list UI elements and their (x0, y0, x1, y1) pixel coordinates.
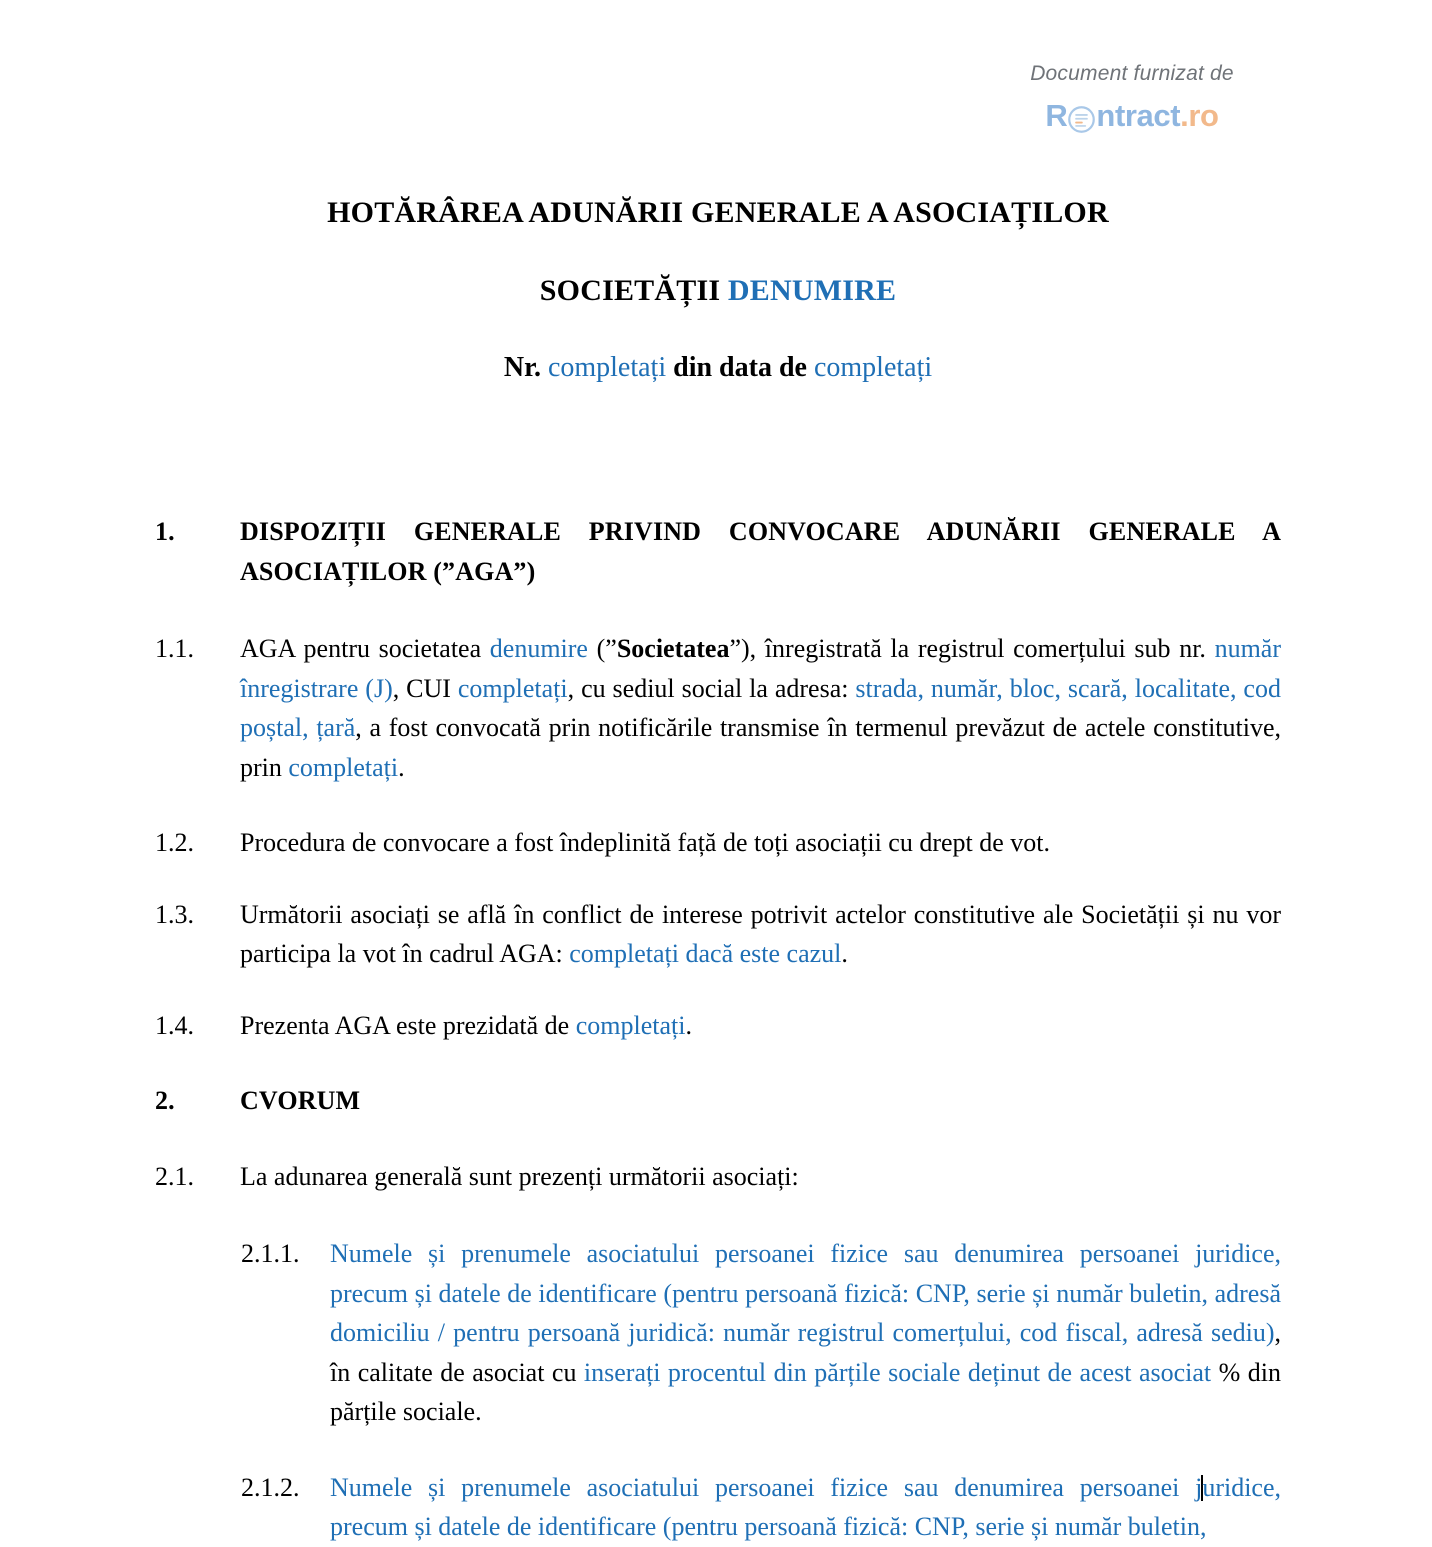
section-heading-2 (155, 1081, 1281, 1121)
clause-text-1-3 (240, 895, 1281, 974)
clause-1-3 (155, 895, 1281, 974)
body-text: . (398, 752, 405, 782)
clause-text-1-2 (240, 823, 1281, 863)
body-text: . (685, 1010, 692, 1040)
body-text: (” (587, 634, 617, 664)
body-text: , CUI (392, 673, 458, 703)
section-number-2: 2. (155, 1086, 175, 1116)
placeholder-field[interactable]: uridice, precum și datele de identificare (pentru persoană fizică: CNP, serie și număr buletin, (330, 1472, 1281, 1542)
clause-1-4 (155, 1006, 1281, 1046)
clause-number-1-4: 1.4. (155, 1010, 194, 1040)
placeholder-field[interactable]: completați (288, 752, 399, 782)
section-title-2 (240, 1081, 1281, 1121)
body-text: La adunarea generală sunt prezenți următorii asociați: (240, 1161, 799, 1191)
clause-number-2-1: 2.1. (155, 1161, 194, 1191)
logo-tld: .ro (1180, 98, 1219, 134)
clause-number-2-1-2: 2.1.2. (241, 1472, 300, 1502)
subtitle-nr-value[interactable]: completați (547, 352, 667, 383)
placeholder-field[interactable]: strada, număr, bloc, scară, localitate, cod poștal, țară (240, 673, 1281, 743)
document-subtitle (155, 352, 1281, 384)
page-title-line-1: HOTĂRÂREA ADUNĂRII GENERALE A ASOCIAȚILOR (327, 196, 1109, 229)
clause-number-2-1-1: 2.1.1. (241, 1239, 300, 1269)
body-text: Următorii asociați se află în conflict de interese potrivit actelor constitutive ale Societății și nu vor participa la vot în cadrul AGA: (240, 899, 1281, 969)
clause-text-2-1-2 (330, 1468, 1281, 1547)
clause-text-1-1 (240, 629, 1281, 787)
placeholder-field[interactable]: număr înregistrare (J) (240, 634, 1281, 703)
logo-word: ntract (1096, 98, 1181, 134)
clause-number-1-1: 1.1. (155, 634, 194, 664)
clause-1-1 (155, 629, 1281, 787)
clause-1-2 (155, 823, 1281, 863)
body-text: Procedura de convocare a fost îndeplinită față de toți asociații cu drept de vot. (240, 828, 1051, 858)
placeholder-field[interactable]: Numele și prenumele asociatului persoanei fizice sau denumirea persoanei j (330, 1472, 1203, 1502)
body-text: AGA pentru societatea (240, 634, 490, 664)
body-text: , în calitate de asociat cu (330, 1318, 1281, 1387)
section-heading-1 (155, 512, 1281, 591)
placeholder-field[interactable]: Numele și prenumele asociatului persoanei fizice sau denumirea persoanei juridice, precum și datele de identificare (pentru persoană fizică: CNP, serie și număr buletin, adresă domiciliu / pentru persoană juridică: număr registrul comerțului, cod fiscal, adresă sediu) (330, 1239, 1281, 1348)
section-title-2-text: CVORUM (240, 1086, 361, 1116)
section-title-1-text: DISPOZIȚII GENERALE PRIVIND CONVOCARE ADUNĂRII GENERALE A ASOCIAȚILOR (”AGA”) (240, 517, 1281, 586)
body-text: , a fost convocată prin notificările transmise în termenul prevăzut de actele constitutive, prin (240, 713, 1281, 782)
body-text: Prezenta AGA este prezidată de (240, 1010, 576, 1040)
clause-number-1-2: 1.2. (155, 828, 194, 858)
brand-caption: Document furnizat de (1030, 62, 1234, 85)
body-text: . (841, 939, 848, 969)
page-title-societatii-label: SOCIETĂȚII (539, 273, 728, 307)
emphasis-text: Societatea (616, 634, 730, 664)
subtitle-date-label: din data de (673, 352, 807, 383)
title-block (155, 196, 1281, 384)
body-text: % din părțile sociale. (330, 1357, 1281, 1427)
placeholder-field[interactable]: completați (575, 1010, 686, 1040)
section-title-1 (240, 512, 1281, 591)
clause-text-2-1-1 (330, 1234, 1281, 1432)
placeholder-field[interactable]: completați (457, 673, 568, 703)
logo-letter-r: R (1045, 98, 1068, 134)
clause-number-1-3: 1.3. (155, 899, 194, 929)
page-title-company-placeholder[interactable]: DENUMIRE (727, 273, 897, 307)
placeholder-field[interactable]: completați dacă este cazul (569, 939, 842, 969)
clause-2-1-1 (241, 1234, 1281, 1432)
clause-2-1-2 (241, 1468, 1281, 1547)
body-text: ”), înregistrată la registrul comerțului sub nr. (729, 634, 1215, 664)
placeholder-field[interactable]: inserați procentul din părțile sociale deținut de acest asociat (583, 1357, 1212, 1387)
document-body (155, 0, 1281, 1547)
subtitle-nr-label: Nr. (503, 352, 541, 383)
section-number-1: 1. (155, 517, 175, 546)
page-title-line-2 (155, 274, 1281, 309)
clause-2-1 (155, 1157, 1281, 1197)
clause-text-2-1 (240, 1157, 1281, 1197)
body-text: , cu sediul social la adresa: (567, 673, 856, 703)
clause-text-1-4 (240, 1006, 1281, 1046)
placeholder-field[interactable]: denumire (489, 634, 588, 664)
subtitle-date-value[interactable]: completați (813, 352, 933, 383)
